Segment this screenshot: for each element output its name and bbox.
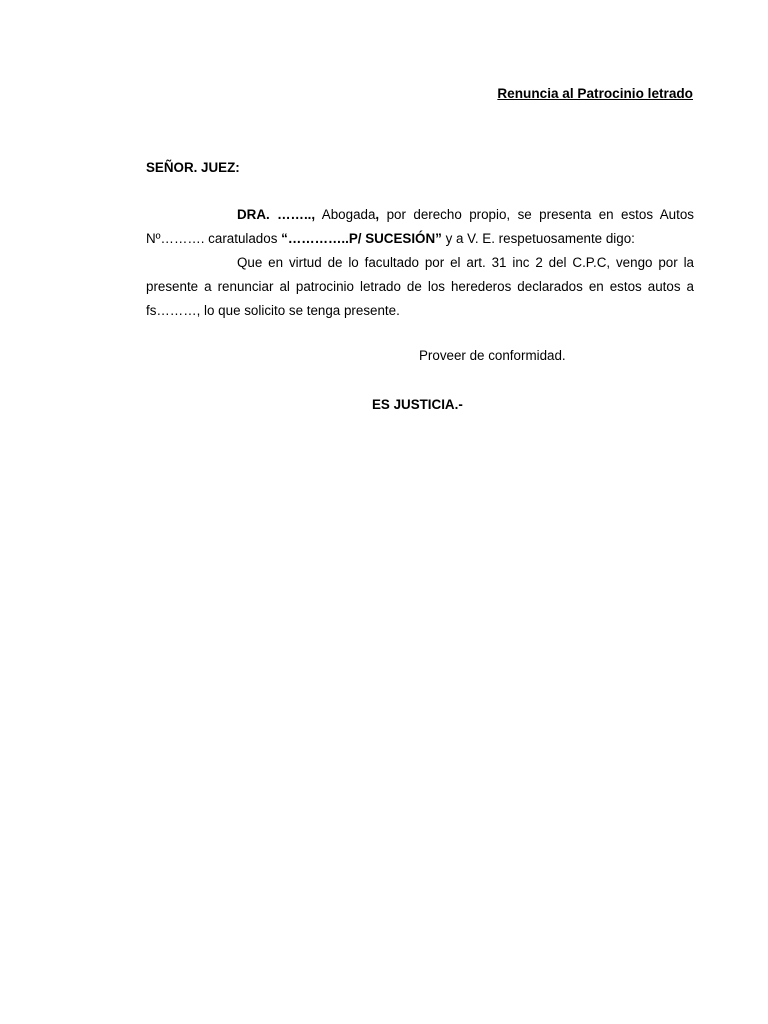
lawyer-title: Abogada [315,207,376,222]
paragraph-presentation [146,203,694,251]
case-caption: “…………..P/ SUCESIÓN” [281,231,442,246]
lawyer-name: DRA. …….., [237,207,316,222]
salutation: SEÑOR. JUEZ: [146,160,240,175]
presentation-text: por derecho propio, se presenta en estos Autos Nº………. caratulados [146,207,694,246]
closing-request: Proveer de conformidad. [419,348,566,363]
document-body [146,203,694,323]
document-title: Renuncia al Patrocinio letrado [497,86,693,101]
paragraph-renunciation: Que en virtud de lo facultado por el art. 31 inc 2 del C.P.C, vengo por la presente a renunciar al patrocinio letrado de los herederos declarados en estos autos a fs………, lo que solicito se tenga presente. [146,255,694,318]
presentation-text-end: y a V. E. respetuosamente digo: [441,231,635,246]
bold-comma: , [375,207,380,222]
closing-justicia: ES JUSTICIA.- [372,397,463,412]
